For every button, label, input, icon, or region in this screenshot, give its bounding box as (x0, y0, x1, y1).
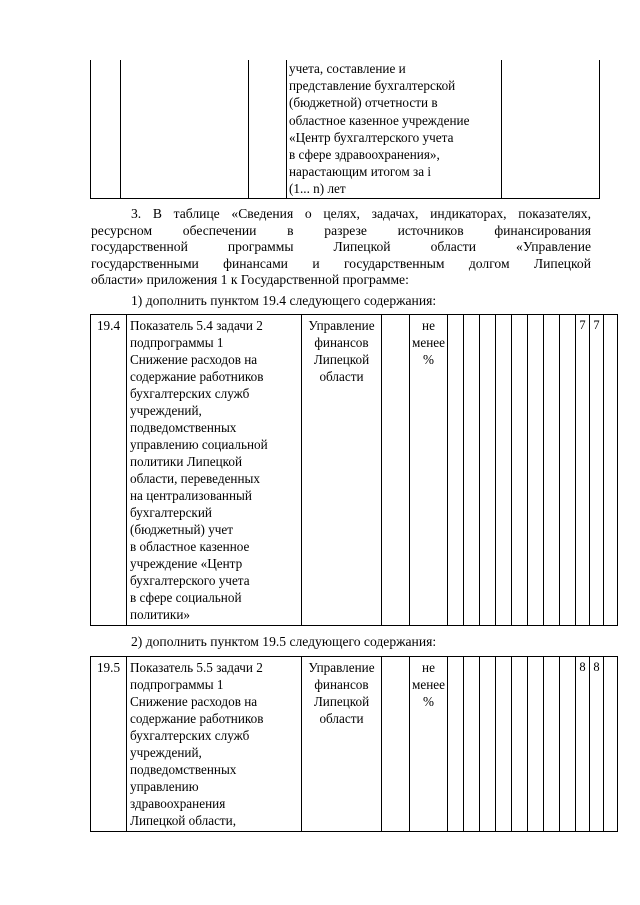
text-line: % (423, 352, 434, 367)
value-cell: 8 (590, 657, 604, 832)
table-cell (512, 657, 528, 832)
row-number: 19.5 (91, 657, 127, 832)
text-line: области (319, 711, 364, 726)
text-line: области, переведенных (130, 471, 260, 486)
text-line: % (423, 694, 434, 709)
text-line: менее (412, 335, 445, 350)
unit-of-measure (410, 657, 448, 832)
table-cell (382, 315, 410, 626)
text-line: бухгалтерских служб (130, 386, 250, 401)
text-line: подведомственных (130, 420, 237, 435)
table-cell (528, 657, 544, 832)
indicator-description (127, 315, 302, 626)
table-row (91, 657, 618, 832)
text-line: управлению социальной (130, 437, 268, 452)
text-line: управлению (130, 779, 199, 794)
text-line: (1... n) лет (289, 181, 346, 197)
text-line: области (319, 369, 364, 384)
table-cell (544, 657, 560, 832)
text-line: Липецкой области, (130, 813, 237, 828)
text-line: не (422, 318, 435, 333)
text-line: учета, составление и (289, 61, 406, 76)
paragraph-line: области» приложения 1 к Государственной программе: (91, 272, 409, 288)
paragraph-line: ресурсном обеспечении в разрезе источников финансирования (91, 222, 591, 238)
table-cell (496, 657, 512, 832)
table-cell (121, 60, 249, 198)
top-table-text-cell (287, 60, 502, 198)
table-cell (502, 60, 600, 198)
text-line: нарастающим итогом за i (289, 164, 432, 180)
text-line: Липецкой (313, 694, 370, 709)
text-line: не (422, 660, 435, 675)
text-line: менее (412, 677, 445, 692)
text-line: содержание работников (130, 711, 264, 726)
text-line: подпрограммы 1 (130, 677, 224, 692)
text-line: на централизованный (130, 488, 252, 503)
text-line: Показатель 5.4 задачи 2 (130, 318, 263, 333)
text-line: представление бухгалтерской (289, 78, 456, 94)
text-line: (бюджетной) отчетности в (289, 95, 438, 111)
paragraph-line: 3. В таблице «Сведения о целях, задачах, индикаторах, показателях, (131, 206, 591, 221)
text-line: финансов (314, 677, 369, 692)
indicator-table-19-5 (90, 656, 618, 832)
table-cell (480, 315, 496, 626)
table-cell (604, 315, 618, 626)
unit-of-measure (410, 315, 448, 626)
text-line: областное казенное учреждение (289, 112, 470, 128)
table-cell (560, 315, 576, 626)
text-line: Снижение расходов на (130, 352, 258, 367)
text-line: Управление (308, 318, 375, 333)
value-cell: 7 (576, 315, 590, 626)
text-line: в сфере здравоохранения», (289, 147, 440, 163)
table-cell (528, 315, 544, 626)
subpoint-1: 1) дополнить пунктом 19.4 следующего содержания: (131, 293, 437, 308)
text-line: учреждение «Центр (130, 556, 243, 571)
text-line: политики Липецкой (130, 454, 243, 469)
text-line: подведомственных (130, 762, 237, 777)
table-cell (496, 315, 512, 626)
text-line: «Центр бухгалтерского учета (289, 129, 454, 145)
table-cell (464, 315, 480, 626)
text-line: финансов (314, 335, 369, 350)
text-line: Управление (308, 660, 375, 675)
table-cell (560, 657, 576, 832)
paragraph-line: государственными финансами и государственным долгом Липецкой (91, 255, 591, 271)
indicator-description (127, 657, 302, 832)
amendment-paragraph (91, 206, 591, 289)
row-number: 19.4 (91, 315, 127, 626)
value-cell: 8 (576, 657, 590, 832)
table-cell (604, 657, 618, 832)
text-line: Липецкой (313, 352, 370, 367)
text-line: подпрограммы 1 (130, 335, 224, 350)
responsible-organization (302, 657, 382, 832)
table-row (91, 315, 618, 626)
responsible-organization (302, 315, 382, 626)
text-line: Снижение расходов на (130, 694, 258, 709)
text-line: Показатель 5.5 задачи 2 (130, 660, 263, 675)
text-line: бухгалтерского учета (130, 573, 250, 588)
text-line: политики» (130, 607, 190, 622)
text-line: учреждений, (130, 403, 202, 418)
table-cell (544, 315, 560, 626)
table-cell (91, 60, 121, 198)
text-line: учреждений, (130, 745, 202, 760)
table-cell (382, 657, 410, 832)
table-cell (448, 315, 464, 626)
table-cell (249, 60, 287, 198)
value-cell: 7 (590, 315, 604, 626)
text-line: бухгалтерских служб (130, 728, 250, 743)
text-line: (бюджетный) учет (130, 522, 234, 537)
text-line: здравоохранения (130, 796, 226, 811)
text-line: в областное казенное (130, 539, 250, 554)
subpoint-2: 2) дополнить пунктом 19.5 следующего содержания: (131, 634, 437, 649)
text-line: в сфере социальной (130, 590, 242, 605)
paragraph-line: государственной программы Липецкой области «Управление (91, 239, 591, 255)
text-line: содержание работников (130, 369, 264, 384)
table-cell (512, 315, 528, 626)
indicator-table-19-4 (90, 314, 618, 626)
table-cell (448, 657, 464, 832)
top-table-continuation (90, 60, 600, 199)
table-cell (464, 657, 480, 832)
text-line: бухгалтерский (130, 505, 212, 520)
table-cell (480, 657, 496, 832)
